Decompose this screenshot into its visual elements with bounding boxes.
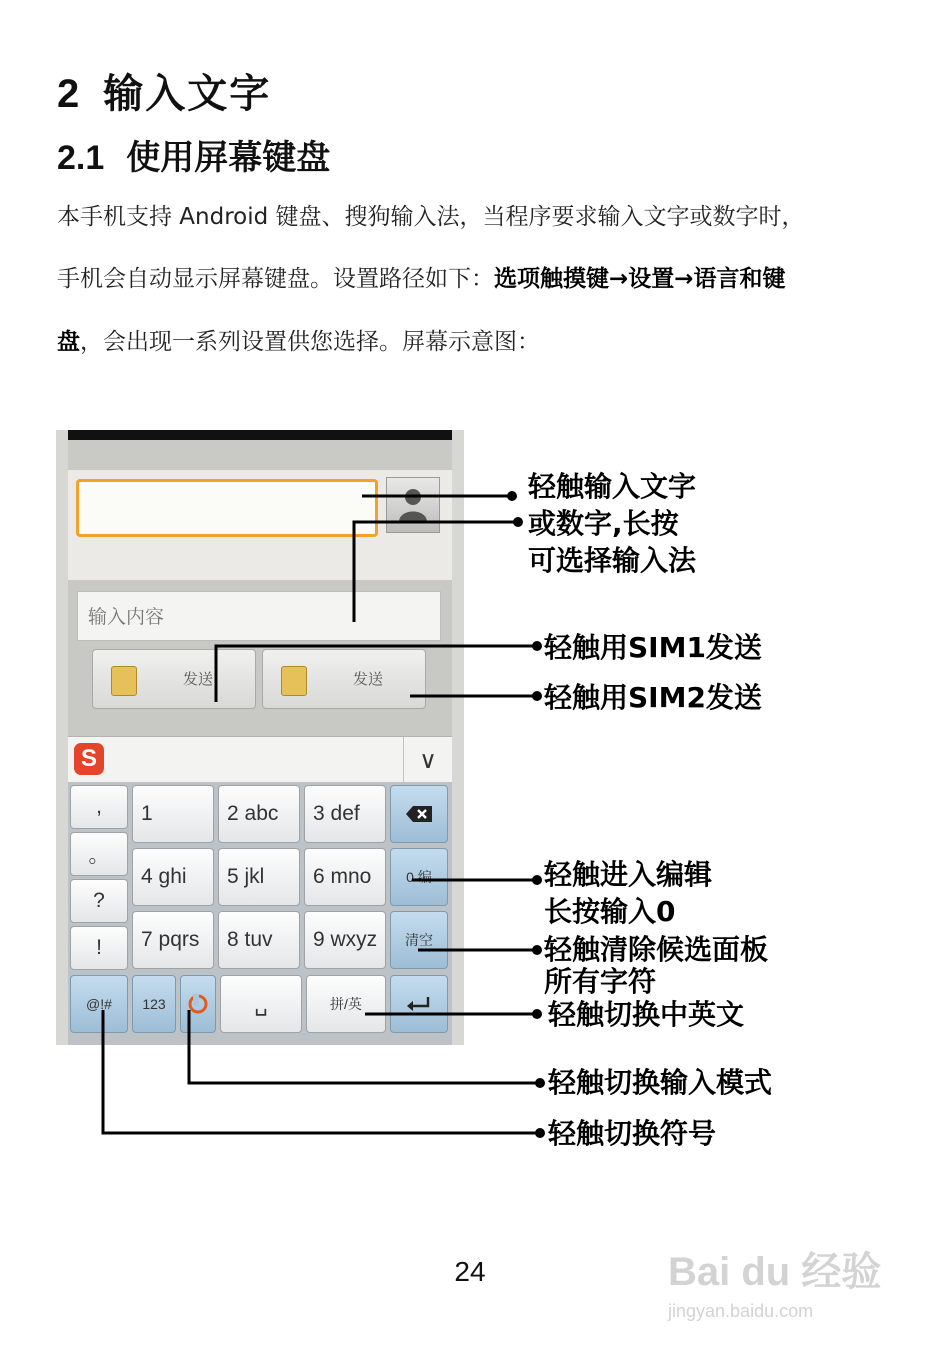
callout-line-input-longpress [354, 522, 518, 622]
chapter-number: 2 [57, 72, 82, 116]
settings-path-end: 盘 [57, 329, 80, 355]
callout-line-sim1 [216, 646, 537, 702]
send2-label: 发送 [353, 670, 384, 688]
clear-key[interactable]: 清空 [390, 911, 448, 969]
compose-input[interactable]: 输入内容 [77, 591, 441, 641]
settings-path: 选项触摸键→设置→语言和键 [494, 266, 786, 292]
key-3[interactable]: 3 def [304, 785, 386, 843]
send1-label: 发送 [183, 670, 214, 688]
sogou-logo-icon[interactable]: S [74, 743, 104, 775]
key-4[interactable]: 4 ghi [132, 848, 214, 906]
baidu-watermark [668, 1240, 881, 1322]
space-key[interactable]: ␣ [220, 975, 302, 1033]
paragraph-line-2-text: 手机会自动显示屏幕键盘。设置路径如下： [57, 266, 494, 292]
edit-key[interactable]: 0 编 [390, 848, 448, 906]
annotation-sim2: 轻触用SIM2发送 [544, 681, 762, 714]
key-period[interactable]: 。 [70, 832, 128, 876]
watermark-brand: Bai du 经验 [668, 1250, 882, 1294]
key-5[interactable]: 5 jkl [218, 848, 300, 906]
annotation-switch-lang: 轻触切换中英文 [548, 998, 745, 1031]
chapter-title: 输入文字 [103, 71, 272, 117]
annotation-edit-2: 长按输入0 [544, 895, 676, 928]
chevron-down-icon[interactable]: ∨ [403, 737, 452, 783]
page-number: 24 [454, 1256, 486, 1287]
callout-line-mode [189, 1010, 540, 1083]
symbol-key[interactable]: @!# [70, 975, 128, 1033]
annotation-sim1: 轻触用SIM1发送 [544, 631, 762, 664]
key-7[interactable]: 7 pqrs [132, 911, 214, 969]
annotation-switch-symbol: 轻触切换符号 [548, 1117, 717, 1150]
annotation-switch-mode: 轻触切换输入模式 [548, 1066, 773, 1099]
watermark-url: jingyan.baidu.com [668, 1301, 814, 1321]
annotation-input-text-3: 可选择输入法 [528, 544, 697, 577]
lang-switch-key[interactable]: 拼/英 [306, 975, 386, 1033]
key-9[interactable]: 9 wxyz [304, 911, 386, 969]
annotation-input-text: 轻触输入文字 [528, 470, 697, 503]
callout-line-symbol [103, 1010, 540, 1133]
key-exclaim[interactable]: ! [70, 926, 128, 970]
annotation-clear: 轻触清除候选面板 [544, 933, 769, 966]
key-question[interactable]: ? [70, 879, 128, 923]
annotation-clear-2: 所有字符 [544, 965, 657, 998]
annotation-edit: 轻触进入编辑 [544, 858, 713, 891]
annotation-input-text-2: 或数字,长按 [528, 507, 679, 540]
number-key[interactable]: 123 [132, 975, 176, 1033]
section-number: 2.1 [57, 139, 105, 177]
key-2[interactable]: 2 abc [218, 785, 300, 843]
key-comma[interactable]: , [70, 785, 128, 829]
section-title: 使用屏幕键盘 [126, 138, 331, 178]
key-6[interactable]: 6 mno [304, 848, 386, 906]
key-1[interactable]: 1 [132, 785, 214, 843]
paragraph-line-1: 本手机支持 Android 键盘、搜狗输入法，当程序要求输入文字或数字时， [57, 204, 805, 230]
paragraph-line-3-text: ，会出现一系列设置供您选择。屏幕示意图： [80, 329, 540, 355]
key-8[interactable]: 8 tuv [218, 911, 300, 969]
